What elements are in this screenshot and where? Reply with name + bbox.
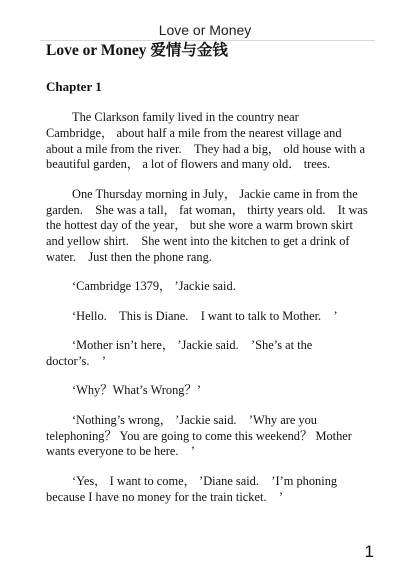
paragraph: ‘Why？What’s Wrong？’ — [72, 383, 201, 398]
paragraph: ‘Hello. This is Diane. I want to talk to Mother. ’ — [72, 308, 338, 323]
book-title: Love or Money 爱情与金钱 — [46, 42, 228, 59]
paragraph: ‘Mother isn’t here， ’Jackie said. ’She’s at the doctor’s. ’ — [46, 338, 313, 368]
paragraph: The Clarkson family lived in the country near Cambridge， about half a mile from the nearest village and about a mile from the river. They had a big， old house with a beautiful garden， a lot of flowers and many old． trees. — [46, 110, 365, 172]
running-header: Love or Money — [158, 22, 252, 38]
paragraph: One Thursday morning in July， Jackie came in from the garden. She was a tall， fat woman， thirty years old. It was the hottest day of the year， but she wore a warm brown skirt and yellow shirt. She went into the kitchen to get a drink of water. Just then the phone rang. — [46, 186, 368, 264]
paragraph: ‘Yes， I want to come， ’Diane said. ’I’m phoning because I have no money for the train ticket. ’ — [46, 473, 338, 504]
paragraph: ‘Nothing’s wrong， ’Jackie said. ’Why are you telephoning？ You are going to come this weekend？ Mother wants everyone to be here. ’ — [46, 412, 352, 459]
body-text — [46, 110, 368, 519]
chapter-heading: Chapter 1 — [46, 79, 102, 94]
paragraph: ‘Cambridge 1379， ’Jackie said. — [72, 279, 236, 294]
page-number: 1 — [364, 542, 374, 561]
